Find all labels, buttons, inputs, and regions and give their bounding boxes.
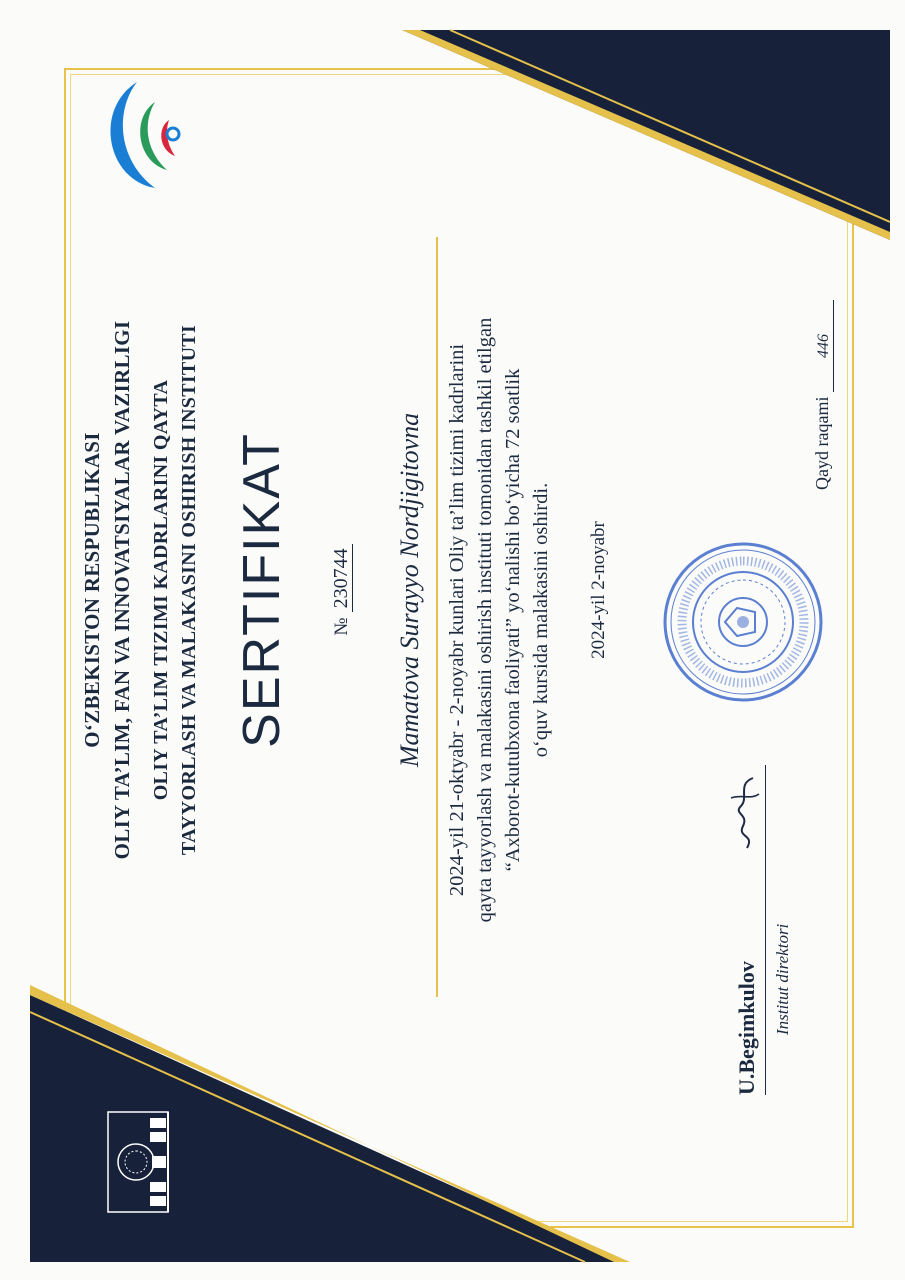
signature-line xyxy=(765,765,766,1095)
director-name: U.Begimkulov xyxy=(734,961,759,1095)
registration-value: 446 xyxy=(815,300,834,392)
body-line-4: o‘quv kursida malakasini oshirdi. xyxy=(530,482,552,758)
registration xyxy=(812,300,834,490)
recipient-name: Mamatova Surayyo Nordjigitovna xyxy=(395,412,424,768)
number-label: № xyxy=(331,617,352,636)
header-line-1: O‘ZBEKISTON RESPUBLIKASI xyxy=(80,432,104,748)
certificate-title: SERTIFIKAT xyxy=(233,432,291,748)
header-line-3: OLIY TA’LIM TIZIMI KADRLARINI QAYTA xyxy=(150,379,172,801)
body-line-2: qayta tayyorlash va malakasini oshirish instituti tomonidan tashkil etilgan xyxy=(474,317,496,923)
name-underline xyxy=(436,237,438,997)
director-role: Institut direktori xyxy=(773,923,792,1035)
certificate-number xyxy=(330,0,353,1280)
header-line-4: TAYYORLASH VA MALAKASINI OSHIRISH INSTITUTI xyxy=(178,324,200,856)
header-line-2: OLIY TA’LIM, FAN VA INNOVATSIYALAR VAZIRLIGI xyxy=(110,320,134,860)
body-line-1: 2024-yil 21-oktyabr - 2-noyabr kunlari Oliy ta’lim tizimi kadrlarini xyxy=(446,343,468,897)
number-value: 230744 xyxy=(330,544,353,612)
issue-date: 2024-yil 2-noyabr xyxy=(588,521,609,659)
registration-label: Qayd raqami xyxy=(812,396,832,490)
body-line-3: “Axborot-kutubxona faoliyati” yo‘nalishi bo‘yicha 72 soatlik xyxy=(502,368,524,872)
